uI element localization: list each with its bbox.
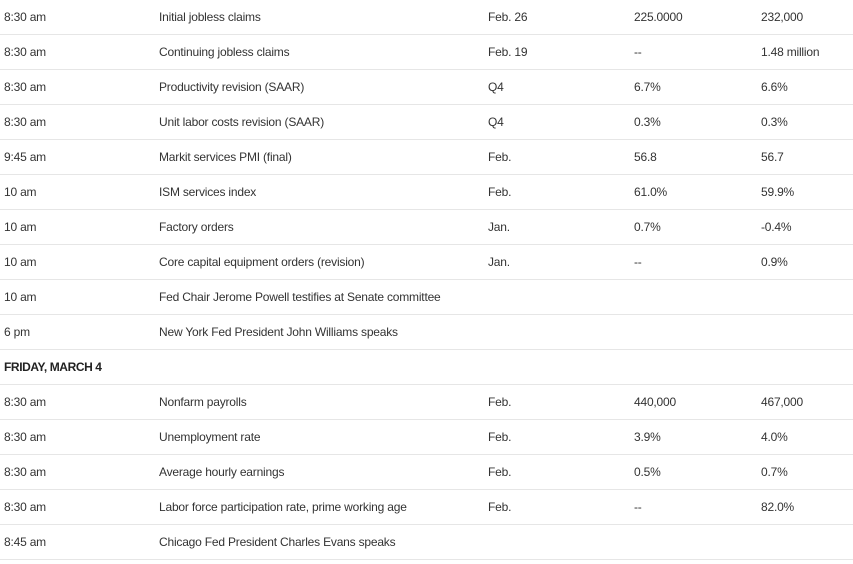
event-forecast: 0.7% [634, 220, 661, 234]
event-name: Unemployment rate [159, 430, 261, 444]
event-period: Jan. [488, 220, 510, 234]
table-row [0, 315, 853, 350]
event-time: 8:30 am [4, 465, 46, 479]
event-forecast: 440,000 [634, 395, 676, 409]
event-name: New York Fed President John Williams speaks [159, 325, 398, 339]
event-name: Fed Chair Jerome Powell testifies at Senate committee [159, 290, 441, 304]
event-forecast: 3.9% [634, 430, 661, 444]
event-forecast: 0.5% [634, 465, 661, 479]
table-row [0, 105, 853, 140]
event-forecast: 0.3% [634, 115, 661, 129]
event-period: Q4 [488, 115, 504, 129]
event-period: Feb. [488, 500, 512, 514]
event-period: Feb. [488, 185, 512, 199]
event-time: 8:30 am [4, 430, 46, 444]
event-time: 9:45 am [4, 150, 46, 164]
event-period: Feb. [488, 430, 512, 444]
table-row [0, 420, 853, 455]
table-row [0, 140, 853, 175]
event-previous: 0.7% [761, 465, 788, 479]
table-row [0, 525, 853, 560]
event-forecast: 61.0% [634, 185, 668, 199]
event-period: Jan. [488, 255, 510, 269]
event-forecast: -- [634, 45, 642, 59]
event-period: Feb. 26 [488, 10, 528, 24]
event-forecast: -- [634, 500, 642, 514]
event-time: 10 am [4, 185, 37, 199]
event-time: 10 am [4, 220, 37, 234]
event-time: 8:30 am [4, 115, 46, 129]
event-name: Markit services PMI (final) [159, 150, 292, 164]
table-row [0, 245, 853, 280]
event-period: Feb. [488, 465, 512, 479]
event-previous: 82.0% [761, 500, 795, 514]
event-previous: -0.4% [761, 220, 792, 234]
table-row [0, 280, 853, 315]
event-time: 8:30 am [4, 45, 46, 59]
event-name: Nonfarm payrolls [159, 395, 247, 409]
event-time: 8:45 am [4, 535, 46, 549]
event-name: Labor force participation rate, prime working age [159, 500, 407, 514]
event-time: 10 am [4, 255, 37, 269]
event-time: 8:30 am [4, 10, 46, 24]
event-name: Average hourly earnings [159, 465, 285, 479]
table-row [0, 35, 853, 70]
table-row [0, 175, 853, 210]
event-name: Factory orders [159, 220, 234, 234]
event-time: 8:30 am [4, 500, 46, 514]
event-previous: 232,000 [761, 10, 803, 24]
event-name: Unit labor costs revision (SAAR) [159, 115, 324, 129]
event-forecast: 225.0000 [634, 10, 683, 24]
event-name: Continuing jobless claims [159, 45, 290, 59]
table-row [0, 0, 853, 35]
event-period: Feb. [488, 150, 512, 164]
event-name: Productivity revision (SAAR) [159, 80, 305, 94]
event-time: 10 am [4, 290, 37, 304]
event-previous: 0.3% [761, 115, 788, 129]
table-row [0, 455, 853, 490]
event-forecast: -- [634, 255, 642, 269]
event-period: Feb. [488, 395, 512, 409]
event-previous: 1.48 million [761, 45, 820, 59]
table-row [0, 385, 853, 420]
event-forecast: 56.8 [634, 150, 657, 164]
table-row [0, 490, 853, 525]
event-time: 6 pm [4, 325, 30, 339]
event-previous: 467,000 [761, 395, 803, 409]
event-time: 8:30 am [4, 80, 46, 94]
event-period: Feb. 19 [488, 45, 528, 59]
event-previous: 4.0% [761, 430, 788, 444]
calendar-rows-friday [0, 385, 853, 560]
event-name: Initial jobless claims [159, 10, 261, 24]
event-previous: 56.7 [761, 150, 784, 164]
event-period: Q4 [488, 80, 504, 94]
event-name: Chicago Fed President Charles Evans speaks [159, 535, 396, 549]
event-previous: 59.9% [761, 185, 795, 199]
event-previous: 0.9% [761, 255, 788, 269]
event-name: Core capital equipment orders (revision) [159, 255, 365, 269]
event-previous: 6.6% [761, 80, 788, 94]
day-header-label: FRIDAY, MARCH 4 [4, 360, 102, 374]
day-header-row [0, 350, 853, 385]
event-forecast: 6.7% [634, 80, 661, 94]
table-row [0, 70, 853, 105]
table-row [0, 210, 853, 245]
event-time: 8:30 am [4, 395, 46, 409]
event-name: ISM services index [159, 185, 257, 199]
